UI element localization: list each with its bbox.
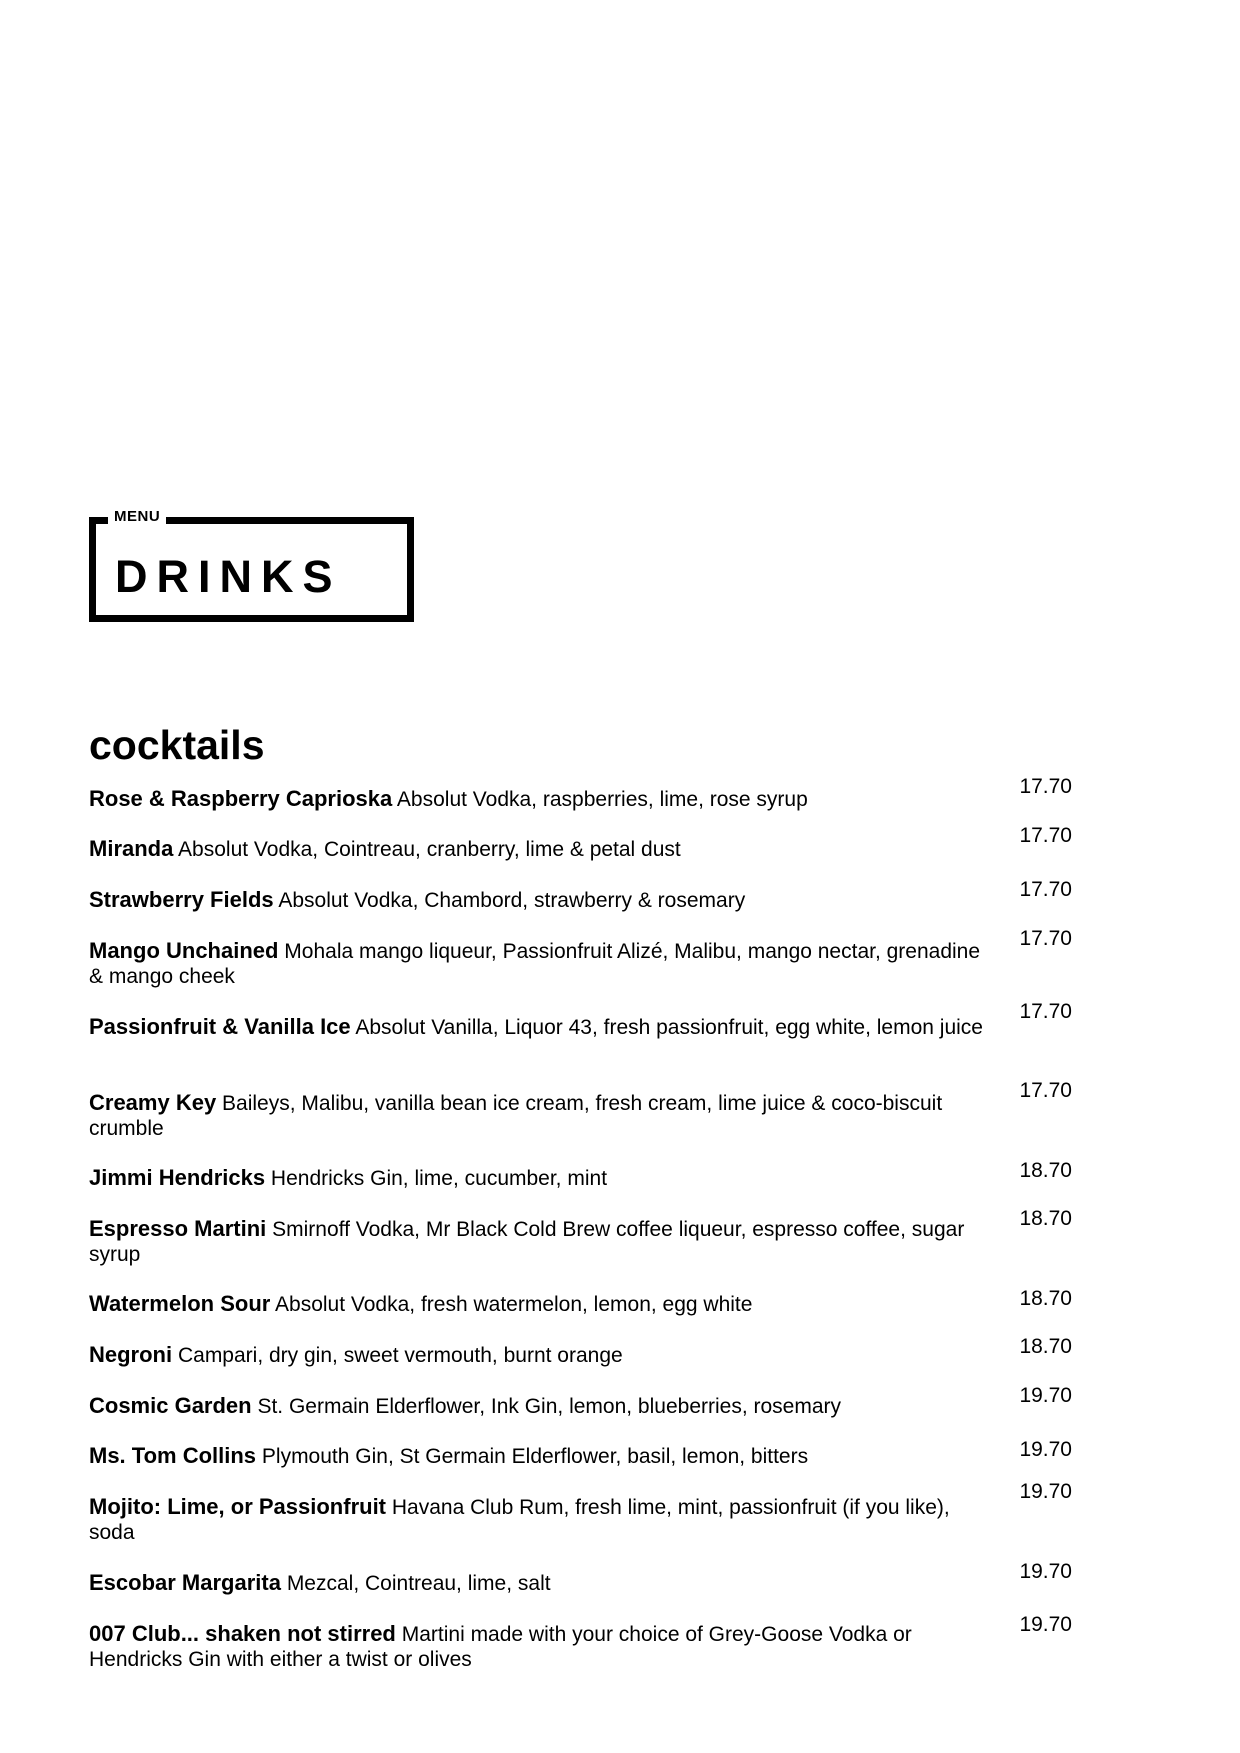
- section-heading: cocktails: [89, 722, 265, 768]
- menu-item-name: Negroni: [89, 1342, 173, 1367]
- menu-item-text: [89, 786, 989, 812]
- menu-item-price: 17.70: [1019, 824, 1072, 847]
- menu-item-price: 19.70: [1019, 1613, 1072, 1636]
- menu-item-name: Mojito: Lime, or Passionfruit: [89, 1494, 387, 1519]
- page-title: DRINKS: [115, 551, 342, 602]
- menu-item-name: 007 Club... shaken not stirred: [89, 1621, 396, 1646]
- menu-item-name: Cosmic Garden: [89, 1393, 252, 1418]
- menu-item-price: 18.70: [1019, 1287, 1072, 1310]
- menu-item-text: [89, 1165, 989, 1191]
- menu-item-name: Creamy Key: [89, 1090, 217, 1115]
- menu-item-price: 19.70: [1019, 1384, 1072, 1407]
- menu-item-price: 19.70: [1019, 1480, 1072, 1503]
- menu-item-description: Martini made with your choice of Grey-Goose Vodka or Hendricks Gin with either a twist or olives: [89, 1623, 912, 1671]
- menu-item-text: [89, 1014, 989, 1040]
- menu-item-description: Smirnoff Vodka, Mr Black Cold Brew coffee liqueur, espresso coffee, sugar syrup: [89, 1218, 965, 1266]
- menu-item-description: Plymouth Gin, St Germain Elderflower, basil, lemon, bitters: [261, 1445, 809, 1468]
- menu-item-text: [89, 1342, 989, 1368]
- menu-item-price: 17.70: [1019, 878, 1072, 901]
- menu-item-text: [89, 1393, 989, 1419]
- menu-item-description: Absolut Vodka, Cointreau, cranberry, lime & petal dust: [178, 838, 681, 861]
- menu-item-description: Absolut Vodka, raspberries, lime, rose syrup: [396, 788, 808, 811]
- menu-item-description: Mohala mango liqueur, Passionfruit Alizé, Malibu, mango nectar, grenadine & mango cheek: [89, 940, 981, 988]
- menu-item-price: 18.70: [1019, 1335, 1072, 1358]
- menu-tag: MENU: [108, 508, 166, 526]
- menu-item-name: Espresso Martini: [89, 1216, 267, 1241]
- menu-item-description: Absolut Vanilla, Liquor 43, fresh passionfruit, egg white, lemon juice: [355, 1016, 983, 1039]
- menu-item-text: [89, 1621, 989, 1672]
- menu-item-description: Absolut Vodka, Chambord, strawberry & rosemary: [278, 889, 746, 912]
- menu-item-description: Havana Club Rum, fresh lime, mint, passionfruit (if you like), soda: [89, 1496, 950, 1544]
- menu-item-name: Miranda: [89, 836, 174, 861]
- menu-item-text: [89, 1291, 989, 1317]
- menu-item-description: Hendricks Gin, lime, cucumber, mint: [270, 1167, 608, 1190]
- menu-item-name: Strawberry Fields: [89, 887, 274, 912]
- menu-item-name: Mango Unchained: [89, 938, 279, 963]
- menu-item-description: Campari, dry gin, sweet vermouth, burnt orange: [177, 1344, 623, 1367]
- menu-item-name: Rose & Raspberry Caprioska: [89, 786, 393, 811]
- menu-item-price: 18.70: [1019, 1159, 1072, 1182]
- menu-item-description: Mezcal, Cointreau, lime, salt: [286, 1572, 551, 1595]
- menu-item-name: Escobar Margarita: [89, 1570, 281, 1595]
- menu-item-text: [89, 887, 989, 913]
- menu-item-name: Ms. Tom Collins: [89, 1443, 257, 1468]
- menu-item-text: [89, 1494, 989, 1545]
- menu-item-text: [89, 836, 989, 862]
- menu-item-description: St. Germain Elderflower, Ink Gin, lemon, blueberries, rosemary: [257, 1395, 842, 1418]
- menu-item-price: 17.70: [1019, 775, 1072, 798]
- menu-item-text: [89, 1216, 989, 1267]
- menu-item-price: 17.70: [1019, 1079, 1072, 1102]
- menu-item-price: 17.70: [1019, 1000, 1072, 1023]
- menu-item-text: [89, 1570, 989, 1596]
- menu-item-text: [89, 1443, 989, 1469]
- menu-item-name: Watermelon Sour: [89, 1291, 271, 1316]
- menu-item-description: Absolut Vodka, fresh watermelon, lemon, egg white: [275, 1293, 753, 1316]
- menu-item-price: 17.70: [1019, 927, 1072, 950]
- menu-item-price: 18.70: [1019, 1207, 1072, 1230]
- menu-item-name: Passionfruit & Vanilla Ice: [89, 1014, 351, 1039]
- menu-item-name: Jimmi Hendricks: [89, 1165, 266, 1190]
- menu-item-description: Baileys, Malibu, vanilla bean ice cream, fresh cream, lime juice & coco-biscuit crumble: [89, 1092, 943, 1140]
- menu-item-text: [89, 1090, 989, 1141]
- menu-item-price: 19.70: [1019, 1560, 1072, 1583]
- menu-item-text: [89, 938, 989, 989]
- menu-item-price: 19.70: [1019, 1438, 1072, 1461]
